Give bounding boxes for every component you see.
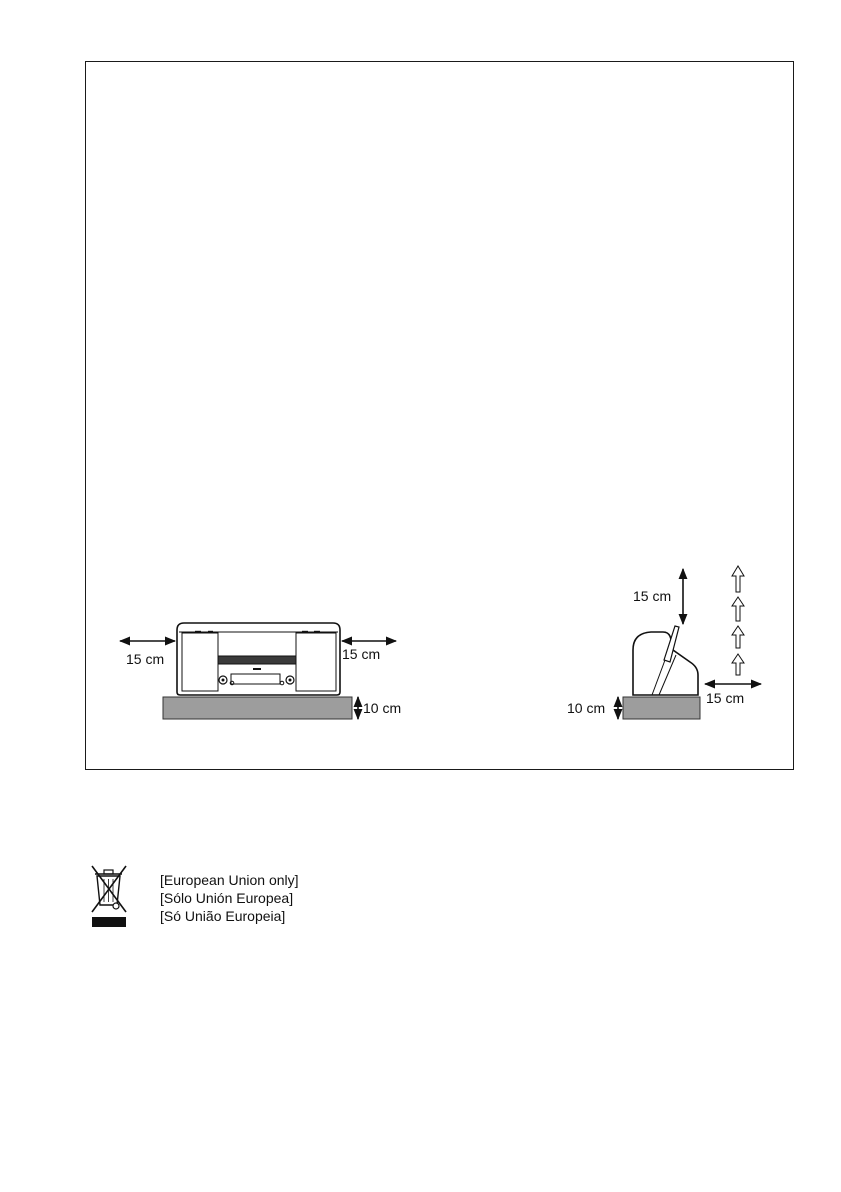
disposal-line-pt: [Só União Europeia] bbox=[160, 908, 286, 924]
crossed-out-wheelie-bin-icon bbox=[92, 866, 126, 927]
disposal-line-en: [European Union only] bbox=[160, 872, 299, 888]
side-bottom-clearance-label: 10 cm bbox=[567, 700, 606, 716]
disposal-region-list bbox=[160, 871, 299, 925]
front-right-clearance-label: 15 cm bbox=[342, 646, 381, 662]
disposal-line-es: [Sólo Unión Europea] bbox=[160, 890, 294, 906]
front-view-unit bbox=[163, 623, 352, 719]
side-right-clearance-label: 15 cm bbox=[706, 690, 745, 706]
airflow-arrows bbox=[732, 566, 744, 675]
side-view-unit bbox=[623, 626, 700, 719]
front-left-clearance-label: 15 cm bbox=[126, 651, 165, 667]
front-bottom-clearance-label: 10 cm bbox=[363, 700, 402, 716]
side-top-clearance-label: 15 cm bbox=[633, 588, 672, 604]
